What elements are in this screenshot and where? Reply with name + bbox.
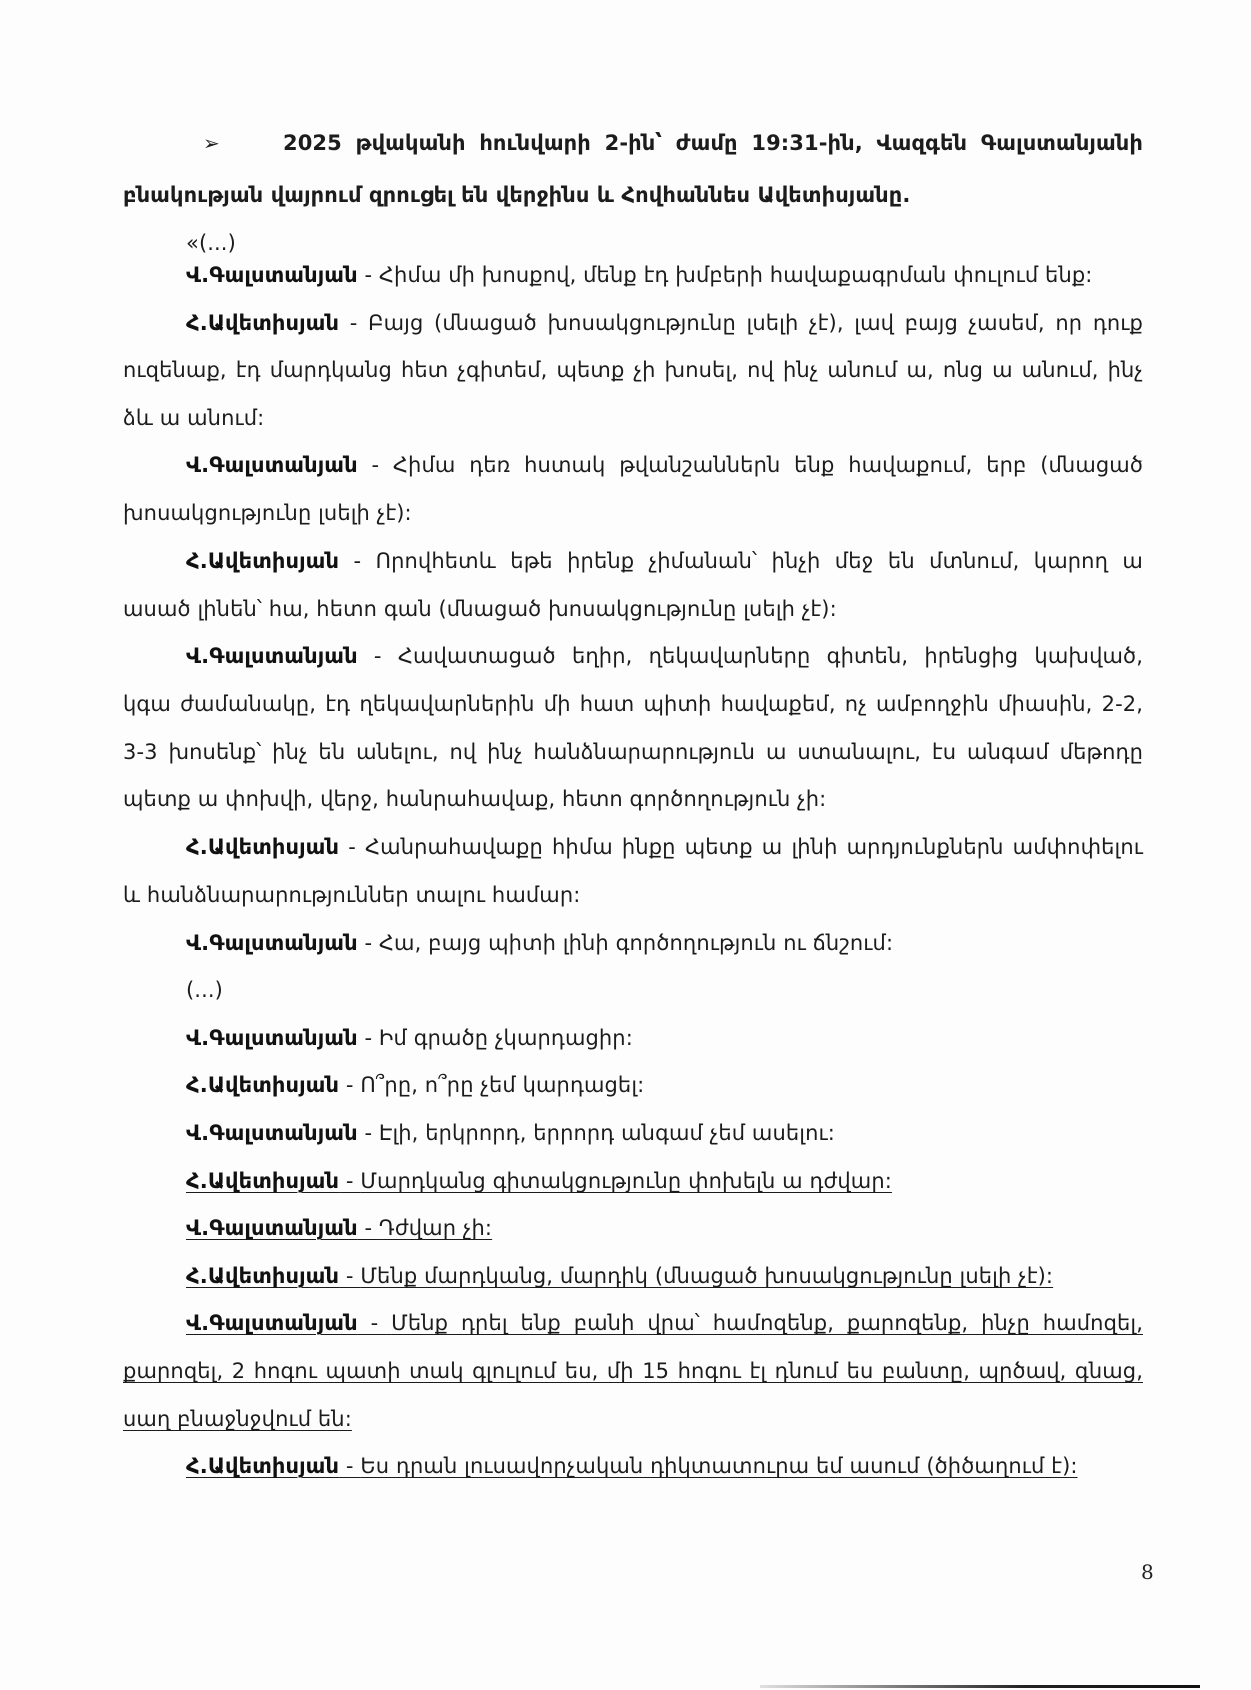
- utterance: [186, 1454, 1078, 1478]
- transcript-continuation-line: [123, 784, 826, 814]
- utterance-text: քարոզել, 2 հոգու պատի տակ գլուլում ես, մի 15 հոգու էլ դնում ես բանտը, պրծավ, գնաց,: [123, 1359, 1143, 1383]
- transcript-ellipsis: (...): [186, 978, 223, 1002]
- utterance-text: Մենք մարդկանց, մարդիկ (մնացած խոսակցությունը լսելի չէ):: [360, 1264, 1054, 1288]
- speaker-name: Վ.Գալստանյան: [186, 1311, 358, 1335]
- transcript-continuation-line: [123, 737, 1143, 767]
- utterance: [186, 549, 1143, 573]
- transcript-line-galstanyan: [186, 450, 1143, 480]
- speaker-name: Վ.Գալստանյան: [186, 453, 358, 477]
- transcript-line-galstanyan: [186, 1308, 1143, 1338]
- speaker-name: Վ.Գալստանյան: [186, 263, 358, 287]
- speaker-dash: -: [339, 1264, 361, 1288]
- transcript-line-avetisyan: [186, 1451, 1078, 1481]
- speaker-dash: -: [357, 453, 393, 477]
- speaker-name: Հ.Ավետիսյան: [186, 311, 340, 335]
- speaker-name: Հ.Ավետիսյան: [186, 1073, 340, 1097]
- transcript-line-avetisyan: [186, 1166, 892, 1196]
- speaker-dash: -: [357, 1121, 379, 1145]
- speaker-dash: -: [339, 835, 366, 859]
- utterance: [186, 1216, 492, 1240]
- utterance-text: Հիմա դեռ հստակ թվանշաններն ենք հավաքում, երբ (մնացած: [392, 453, 1144, 477]
- speaker-name: Վ.Գալստանյան: [186, 931, 358, 955]
- utterance-text: սաղ բնաջնջվում են:: [123, 1407, 352, 1431]
- scan-edge-line: [760, 1685, 1200, 1688]
- transcript-line-galstanyan: [186, 1213, 492, 1243]
- utterance-text: կգա ժամանակը, էդ ղեկավարներին մի հատ պիտի հավաքեմ, ոչ ամբողջին միասին, 2-2,: [123, 692, 1143, 716]
- speaker-dash: -: [357, 931, 379, 955]
- transcript-continuation-line: [123, 498, 412, 528]
- transcript-line-avetisyan: [186, 308, 1143, 338]
- speaker-name: Վ.Գալստանյան: [186, 1121, 358, 1145]
- transcript-continuation-line: [123, 1404, 352, 1434]
- utterance: [186, 931, 893, 955]
- utterance: [186, 1264, 1053, 1288]
- speaker-name: Վ.Գալստանյան: [186, 644, 358, 668]
- page-number: 8: [1141, 1560, 1154, 1584]
- speaker-dash: -: [357, 263, 379, 287]
- transcript-continuation-line: [123, 880, 580, 910]
- utterance: [186, 311, 1143, 335]
- utterance-text: ուզենաք, էդ մարդկանց հետ չգիտեմ, պետք չի խոսել, ով ինչ անում ա, ոնց ա անում, ինչ: [123, 358, 1143, 382]
- speaker-name: Վ.Գալստանյան: [186, 1216, 358, 1240]
- transcript-line-galstanyan: [186, 1118, 835, 1148]
- transcript-ellipsis-open: «(...): [186, 231, 236, 255]
- speaker-name: Հ.Ավետիսյան: [186, 1454, 340, 1478]
- transcript-line-avetisyan: [186, 546, 1143, 576]
- utterance: [186, 1169, 892, 1193]
- utterance-text: Ո՞րը, ո՞րը չեմ կարդացել:: [360, 1073, 645, 1097]
- transcript-continuation-line: [123, 1356, 1143, 1386]
- utterance: [186, 644, 1143, 668]
- transcript-line-galstanyan: [186, 260, 1092, 290]
- utterance: [186, 1121, 835, 1145]
- intro-line-2: բնակության վայրում զրուցել են վերջինս և Հովհաննես Ավետիսյանը.: [123, 183, 911, 207]
- speaker-name: Հ.Ավետիսյան: [186, 549, 340, 573]
- speaker-name: Հ.Ավետիսյան: [186, 1169, 340, 1193]
- speaker-name: Վ.Գալստանյան: [186, 1026, 358, 1050]
- utterance-text: Իմ գրածը չկարդացիր:: [378, 1026, 633, 1050]
- utterance-text: Որովհետև եթե իրենք չիմանան՝ ինչի մեջ են մտնում, կարող ա: [375, 549, 1143, 573]
- speaker-dash: -: [357, 1026, 379, 1050]
- speaker-dash: -: [357, 1216, 379, 1240]
- utterance: [186, 1311, 1143, 1335]
- utterance-text: Ես դրան լուսավորչական դիկտատուրա եմ ասում (ծիծաղում է):: [360, 1454, 1078, 1478]
- speaker-dash: -: [339, 1454, 361, 1478]
- utterance-text: պետք ա փոխվի, վերջ, հանրահավաք, հետո գործողություն չի:: [123, 787, 827, 811]
- utterance-text: խոսակցությունը լսելի չէ):: [123, 501, 412, 525]
- transcript-line-avetisyan: [186, 832, 1143, 862]
- utterance-text: ձև ա անում:: [123, 406, 265, 430]
- utterance-text: 3-3 խոսենք՝ ինչ են անելու, ով ինչ հանձնարարություն ա ստանալու, էս անգամ մեթոդը: [123, 740, 1143, 764]
- transcript-line-galstanyan: [186, 928, 893, 958]
- speaker-name: Հ.Ավետիսյան: [186, 835, 340, 859]
- utterance-text: Մենք դրել ենք բանի վրա՝ համոզենք, քարոզենք, ինչը համոզել,: [391, 1311, 1143, 1335]
- utterance: [186, 453, 1143, 477]
- transcript-continuation-line: [123, 689, 1143, 719]
- speaker-dash: -: [357, 1311, 392, 1335]
- arrowhead-bullet-icon: ➢: [203, 131, 220, 155]
- transcript-continuation-line: [123, 594, 837, 624]
- utterance-text: Հանրահավաքը հիմա ինքը պետք ա լինի արդյունքներն ամփոփելու: [365, 835, 1143, 859]
- intro-line-1: 2025 թվականի հունվարի 2-ին՝ ժամը 19:31-ին, Վազգեն Գալստանյանի: [283, 131, 1143, 155]
- utterance-text: Մարդկանց գիտակցությունը փոխելն ա դժվար:: [360, 1169, 892, 1193]
- utterance-text: ասած լինեն՝ հա, հետո գան (մնացած խոսակցությունը լսելի չէ):: [123, 597, 837, 621]
- transcript-line-avetisyan: [186, 1261, 1053, 1291]
- transcript-line-galstanyan: [186, 1023, 633, 1053]
- speaker-dash: -: [339, 311, 369, 335]
- utterance-text: Դժվար չի:: [378, 1216, 493, 1240]
- utterance-text: Հավատացած եղիր, ղեկավարները գիտեն, իրենցից կախված,: [397, 644, 1143, 668]
- transcript-line-avetisyan: [186, 1070, 644, 1100]
- speaker-dash: -: [339, 1169, 361, 1193]
- utterance-text: Բայց (մնացած խոսակցությունը լսելի չէ), լավ բայց չասեմ, որ դուք: [368, 311, 1143, 335]
- speaker-name: Հ.Ավետիսյան: [186, 1264, 340, 1288]
- utterance: [186, 1026, 633, 1050]
- transcript-continuation-line: [123, 403, 264, 433]
- utterance-text: Հա, բայց պիտի լինի գործողություն ու ճնշում:: [378, 931, 894, 955]
- transcript-line-galstanyan: [186, 641, 1143, 671]
- utterance: [186, 1073, 644, 1097]
- speaker-dash: -: [339, 549, 376, 573]
- transcript-continuation-line: [123, 355, 1143, 385]
- utterance: [186, 263, 1092, 287]
- speaker-dash: -: [339, 1073, 361, 1097]
- utterance-text: և հանձնարարություններ տալու համար:: [123, 883, 581, 907]
- speaker-dash: -: [357, 644, 398, 668]
- utterance: [186, 835, 1143, 859]
- utterance-text: Հիմա մի խոսքով, մենք էդ խմբերի հավաքագրման փուլում ենք:: [378, 263, 1093, 287]
- utterance-text: Էլի, երկրորդ, երրորդ անգամ չեմ ասելու:: [378, 1121, 835, 1145]
